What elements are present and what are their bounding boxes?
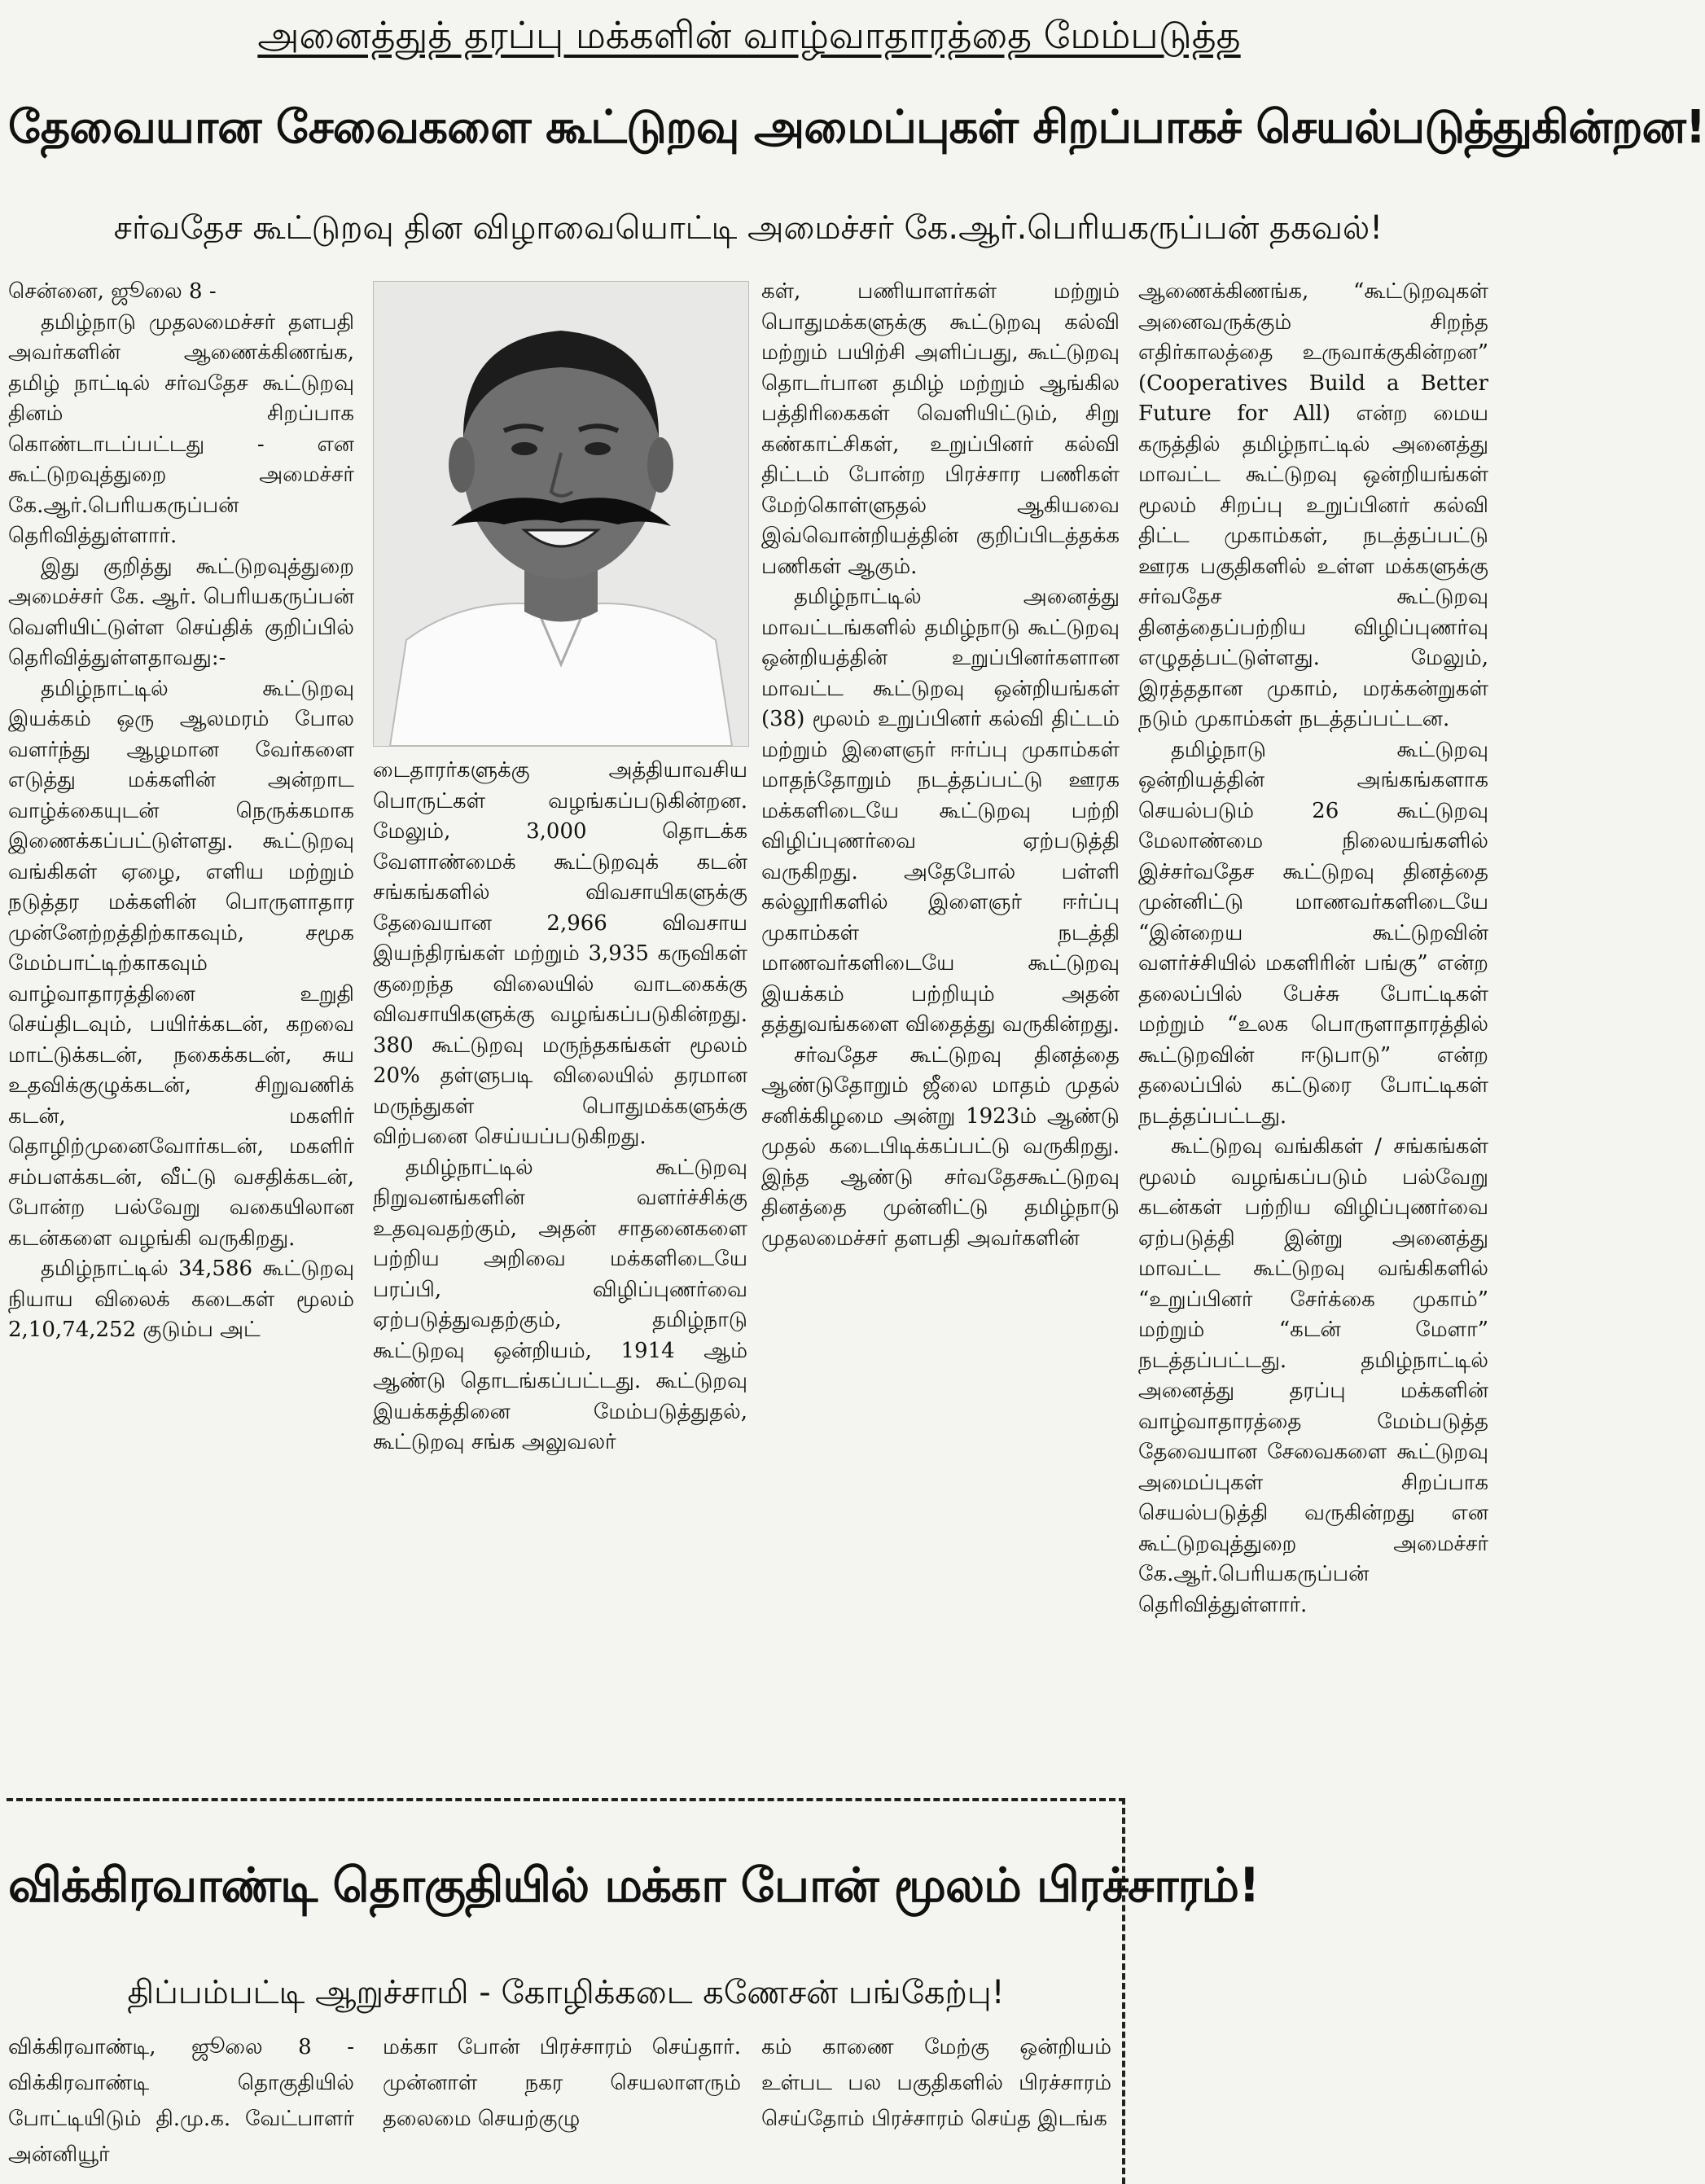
minister-photo bbox=[373, 281, 749, 747]
article-paragraph: டைதாரர்களுக்கு அத்தியாவசிய பொருட்கள் வழங்கப்படுகின்றன. மேலும், 3,000 தொடக்க வேளாண்மைக் கூட்டுறவுக் கடன் சங்கங்களில் விவசாயிகளுக்கு தேவையான 2,966 விவசாய இயந்திரங்கள் மற்றும் 3,935 கருவிகள் குறைந்த விலையில் வாடகைக்கு விவசாயிகளுக்கு வழங்கப்படுகின்றது. 380 கூட்டுறவு மருந்தகங்கள் மூலம் 20% தள்ளுபடி விலையில் தரமான மருந்துகள் பொதுமக்களுக்கு விற்பனை செய்யப்படுகிறது. bbox=[373, 758, 747, 1149]
article-paragraph: தமிழ்நாட்டில் கூட்டுறவு இயக்கம் ஒரு ஆலமரம் போல வளர்ந்து ஆழமான வேர்களை எடுத்து மக்களின் அன்றாட வாழ்க்கையுடன் நெருக்கமாக இணைக்கப்பட்டுள்ளது. கூட்டுறவு வங்கிகள் ஏழை, எளிய மற்றும் நடுத்தர மக்களின் பொருளாதார முன்னேற்றத்திற்காகவும், சமூக மேம்பாட்டிற்காகவும் வாழ்வாதாரத்தினை உறுதி செய்திடவும், பயிர்க்கடன், கறவை மாட்டுக்கடன், நகைக்கடன், சுய உதவிக்குழுக்கடன், சிறுவணிக் கடன், மகளிர் தொழிற்முனைவோர்கடன், மகளிர் சம்பளக்கடன், வீட்டு வசதிக்கடன், போன்ற பல்வேறு வகையிலான கடன்களை வழங்கி வருகிறது. bbox=[8, 676, 354, 1251]
article-paragraph: தமிழ்நாட்டில் 34,586 கூட்டுறவு நியாய விலைக் கடைகள் மூலம் 2,10,74,252 குடும்ப அட் bbox=[8, 1256, 354, 1342]
article-paragraph: தமிழ்நாடு கூட்டுறவு ஒன்றியத்தின் அங்கங்களாக செயல்படும் 26 கூட்டுறவு மேலாண்மை நிலையங்களில் இச்சர்வதேச கூட்டுறவு தினத்தை முன்னிட்டு மாணவர்களிடையே “இன்றைய கூட்டுறவின் வளர்ச்சியில் மகளிரின் பங்கு” என்ற தலைப்பில் பேச்சு போட்டிகள் மற்றும் “உலக பொருளாதாரத்தில் கூட்டுறவின் ஈடுபாடு” என்ற தலைப்பில் கட்டுரை போட்டிகள் நடத்தப்பட்டது. bbox=[1138, 737, 1488, 1129]
article-kicker: அனைத்துத் தரப்பு மக்களின் வாழ்வாதாரத்தை மேம்படுத்த bbox=[257, 13, 1241, 57]
article-2-paragraph: விக்கிரவாண்டி, ஜூலை 8 - விக்கிரவாண்டி தொகுதியில் போட்டியிடும் தி.மு.க. வேட்பாளர் அன்னியூர் bbox=[8, 2035, 354, 2167]
article-column-3 bbox=[761, 277, 1120, 1779]
article-headline: தேவையான சேவைகளை கூட்டுறவு அமைப்புகள் சிறப்பாகச் செயல்படுத்துகின்றன! bbox=[8, 101, 1705, 154]
portrait-image bbox=[374, 282, 748, 746]
article-paragraph: தமிழ்நாட்டில் அனைத்து மாவட்டங்களில் தமிழ்நாடு கூட்டுறவு ஒன்றியத்தின் உறுப்பினர்களான மாவட்ட கூட்டுறவு ஒன்றியங்கள் (38) மூலம் உறுப்பினர் கல்வி திட்டம் மற்றும் இளைஞர் ஈர்ப்பு முகாம்கள் மாதந்தோறும் நடத்தப்பட்டு ஊரக மக்களிடையே கூட்டுறவு பற்றி விழிப்புணர்வை ஏற்படுத்தி வருகிறது. அதேபோல் பள்ளி கல்லூரிகளில் இளைஞர் ஈர்ப்பு முகாம்கள் நடத்தி மாணவர்களிடையே கூட்டுறவு இயக்கம் பற்றியும் அதன் தத்துவங்களை விதைத்து வருகின்றது. bbox=[761, 585, 1120, 1037]
article-2-headline: விக்கிரவாண்டி தொகுதியில் மக்கா போன் மூலம் பிரச்சாரம்! bbox=[8, 1857, 1260, 1913]
article-paragraph: சர்வதேச கூட்டுறவு தினத்தை ஆண்டுதோறும் ஜீலை மாதம் முதல் சனிக்கிழமை அன்று 1923ம் ஆண்டு முதல் கடைபிடிக்கப்பட்டு வருகிறது. இந்த ஆண்டு சர்வதேசகூட்டுறவு தினத்தை முன்னிட்டு தமிழ்நாடு முதலமைச்சர் தளபதி அவர்களின் bbox=[761, 1042, 1120, 1251]
article-paragraph: தமிழ்நாடு முதலமைச்சர் தளபதி அவர்களின் ஆணைக்கிணங்க, தமிழ் நாட்டில் சர்வதேச கூட்டுறவு தினம் சிறப்பாக கொண்டாடப்பட்டது - என கூட்டுறவுத்துறை அமைச்சர் கே.ஆர்.பெரியகருப்பன் தெரிவித்துள்ளார். bbox=[8, 309, 354, 548]
article-paragraph: கூட்டுறவு வங்கிகள் / சங்கங்கள் மூலம் வழங்கப்படும் பல்வேறு கடன்கள் பற்றிய விழிப்புணர்வை ஏற்படுத்தி இன்று அனைத்து மாவட்ட கூட்டுறவு வங்கிகளில் “உறுப்பினர் சேர்க்கை முகாம்” மற்றும் “கடன் மேளா” நடத்தப்பட்டது. தமிழ்நாட்டில் அனைத்து தரப்பு மக்களின் வாழ்வாதாரத்தை மேம்படுத்த தேவையான சேவைகளை கூட்டுறவு அமைப்புகள் சிறப்பாக செயல்படுத்தி வருகின்றது என கூட்டுறவுத்துறை அமைச்சர் கே.ஆர்.பெரியகருப்பன் தெரிவித்துள்ளார். bbox=[1138, 1134, 1488, 1617]
article-paragraph: கள், பணியாளர்கள் மற்றும் பொதுமக்களுக்கு கூட்டுறவு கல்வி மற்றும் பயிற்சி அளிப்பது, கூட்டுறவு தொடர்பான தமிழ் மற்றும் ஆங்கில பத்திரிகைகள் வெளியிட்டும், சிறு கண்காட்சிகள், உறுப்பினர் கல்வி திட்டம் போன்ற பிரச்சார பணிகள் மேற்கொள்ளுதல் ஆகியவை இவ்வொன்றியத்தின் குறிப்பிடத்தக்க பணிகள் ஆகும். bbox=[761, 279, 1120, 579]
article-2-paragraph: மக்கா போன் பிரச்சாரம் செய்தார். முன்னாள் நகர செயலாளரும் தலைமை செயற்குழு bbox=[383, 2035, 741, 2131]
article-2-column-2 bbox=[383, 2029, 741, 2174]
article-column-1 bbox=[8, 277, 354, 1779]
article-2-paragraph: கம் காணை மேற்கு ஒன்றியம் உள்பட பல பகுதிகளில் பிரச்சாரம் செய்தோம் பிரச்சாரம் செய்த இடங்க bbox=[761, 2035, 1111, 2131]
article-2-column-1 bbox=[8, 2029, 354, 2174]
article-subhead: சர்வதேச கூட்டுறவு தின விழாவையொட்டி அமைச்சர் கே.ஆர்.பெரியகருப்பன் தகவல்! bbox=[113, 209, 1383, 247]
article-dateline: சென்னை, ஜூலை 8 - bbox=[8, 279, 217, 304]
article-paragraph: தமிழ்நாட்டில் கூட்டுறவு நிறுவனங்களின் வளர்ச்சிக்கு உதவுவதற்கும், அதன் சாதனைகளை பற்றிய அறிவை மக்களிடையே பரப்பி, விழிப்புணர்வை ஏற்படுத்துவதற்கும், தமிழ்நாடு கூட்டுறவு ஒன்றியம், 1914 ஆம் ஆண்டு தொடங்கப்பட்டது. கூட்டுறவு இயக்கத்தினை மேம்படுத்துதல், கூட்டுறவு சங்க அலுவலர் bbox=[373, 1155, 747, 1454]
article-paragraph: ஆணைக்கிணங்க, “கூட்டுறவுகள் அனைவருக்கும் சிறந்த எதிர்காலத்தை உருவாக்குகின்றன” (Cooperatives Build a Better Future for All) என்ற மைய கருத்தில் தமிழ்நாட்டில் அனைத்து மாவட்ட கூட்டுறவு ஒன்றியங்கள் மூலம் சிறப்பு உறுப்பினர் கல்வி திட்ட முகாம்கள், நடத்தப்பட்டு ஊரக பகுதிகளில் உள்ள மக்களுக்கு சர்வதேச கூட்டுறவு தினத்தைப்பற்றிய விழிப்புணர்வு எழுதத்பட்டுள்ளது. மேலும், இரத்ததான முகாம், மரக்கன்றுகள் நடும் முகாம்கள் நடத்தப்பட்டன. bbox=[1138, 279, 1488, 731]
article-2-subhead: திப்பம்பட்டி ஆறுச்சாமி - கோழிக்கடை கணேசன் பங்கேற்பு! bbox=[127, 1974, 1005, 2011]
article-column-2 bbox=[373, 756, 747, 1779]
article-2-column-3 bbox=[761, 2029, 1111, 2174]
article-paragraph: இது குறித்து கூட்டுறவுத்துறை அமைச்சர் கே. ஆர். பெரியகருப்பன் வெளியிட்டுள்ள செய்திக் குறிப்பில் தெரிவித்துள்ளதாவது:- bbox=[8, 554, 354, 670]
